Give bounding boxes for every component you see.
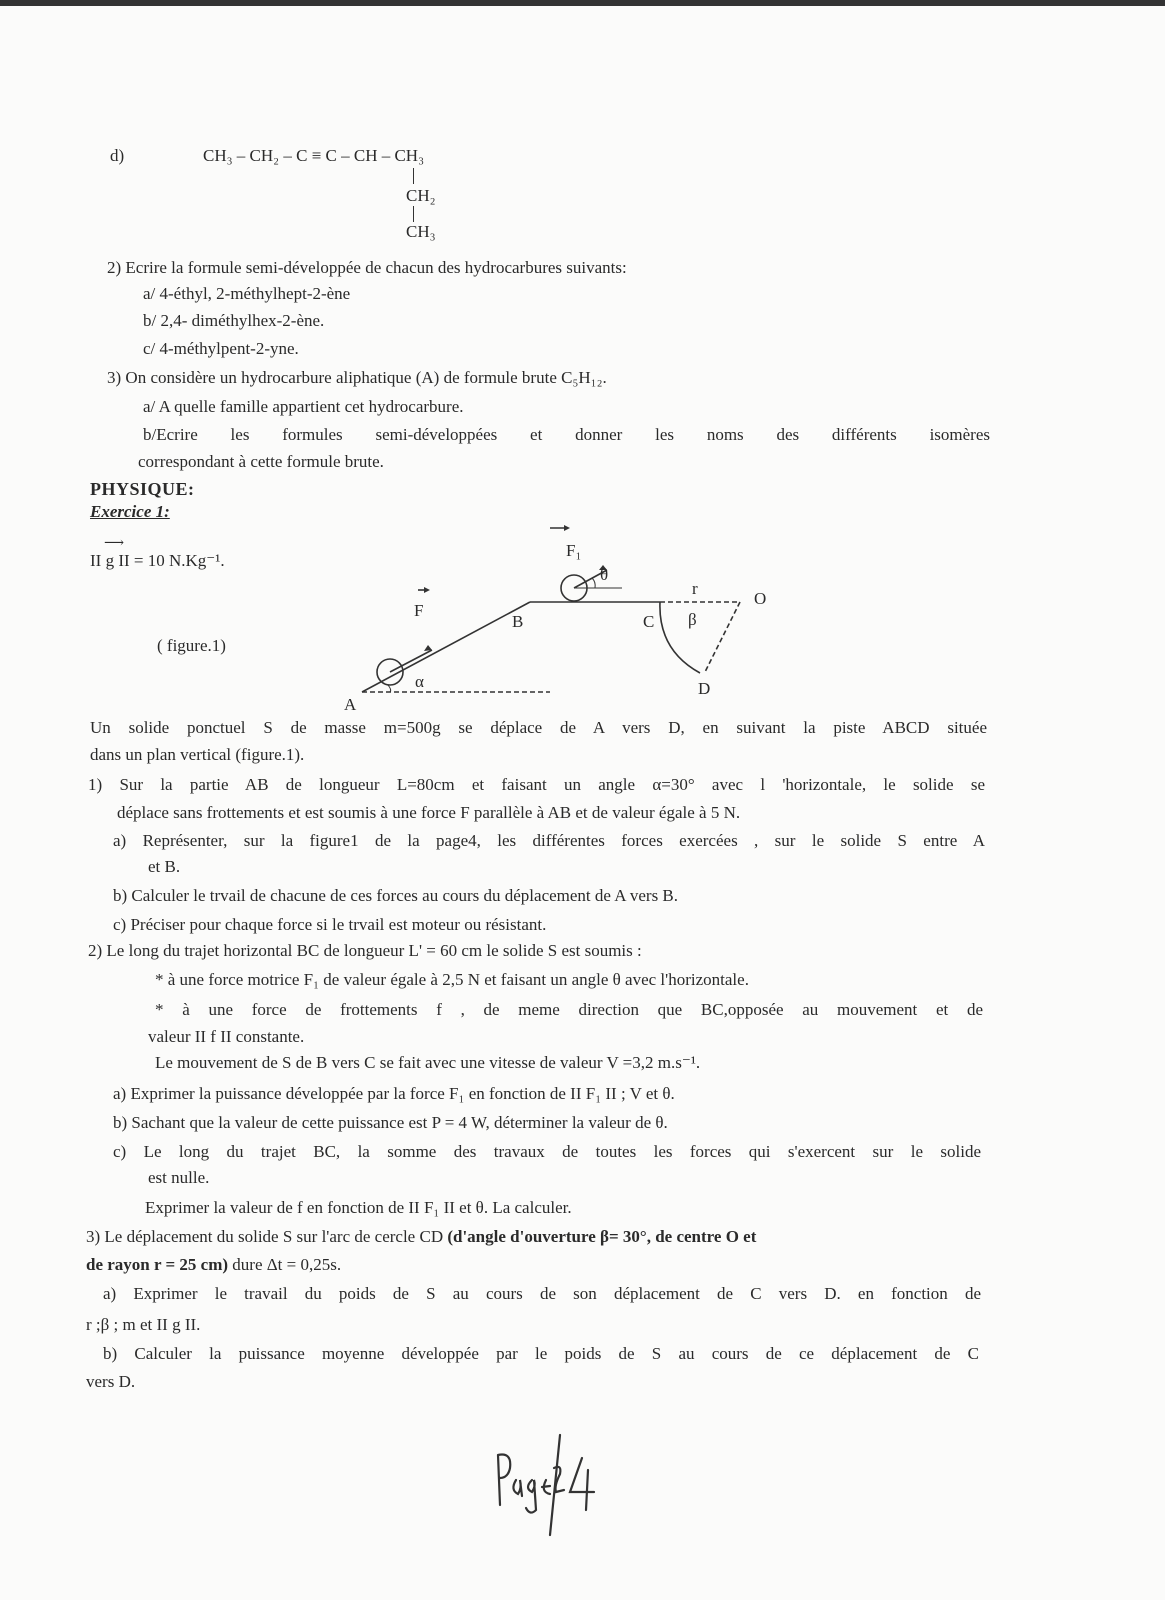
point-o-label: O [754, 589, 767, 608]
part-1b: b) Calculer le trvail de chacune de ces forces au cours du déplacement de A vers B. [113, 886, 679, 905]
part-3b-cont: vers D. [86, 1372, 136, 1391]
radius-r-label: r [692, 579, 698, 598]
bond-line [413, 168, 414, 184]
intro-line-2: dans un plan vertical (figure.1). [90, 745, 305, 764]
question-2b: b/ 2,4- diméthylhex-2-ène. [143, 311, 325, 330]
formula-branch-1: CH₂ [406, 186, 436, 205]
part-2-force-motrice: * à une force motrice F₁ de valeur égale à 2,5 N et faisant un angle θ avec l'horizontale. [155, 970, 749, 989]
point-c-label: C [643, 612, 655, 631]
part-2: 2) Le long du trajet horizontal BC de longueur L' = 60 cm le solide S est soumis : [88, 941, 642, 960]
handwritten-page-number [490, 1430, 610, 1540]
item-d-label: d) [110, 146, 125, 165]
part-2c-express: Exprimer la valeur de f en fonction de II F₁ II et θ. La calculer. [145, 1198, 572, 1217]
question-3b-cont: correspondant à cette formule brute. [138, 452, 384, 471]
angle-alpha-label: α [415, 672, 424, 691]
force-f-label: F [414, 601, 424, 620]
point-b-label: B [512, 612, 524, 631]
part-3-line-2 [86, 1255, 341, 1275]
question-3a: a/ A quelle famille appartient cet hydrocarbure. [143, 397, 464, 416]
section-title: PHYSIQUE: [90, 479, 195, 499]
scan-edge [0, 0, 1165, 6]
point-a-label: A [344, 695, 357, 710]
question-2: 2) Ecrire la formule semi-développée de chacun des hydrocarbures suivants: [107, 258, 627, 277]
force-f1-label: F₁ [566, 541, 582, 560]
question-3: 3) On considère un hydrocarbure aliphatique (A) de formule brute C₅H₁₂. [107, 368, 607, 387]
part-2b: b) Sachant que la valeur de cette puissance est P = 4 W, déterminer la valeur de θ. [113, 1113, 668, 1132]
point-d-label: D [698, 679, 711, 698]
formula-branch-2: CH₃ [406, 222, 436, 241]
part-3-radius: de rayon r = 25 cm) [86, 1255, 229, 1274]
part-3a-cont: r ;β ; m et II g II. [86, 1315, 201, 1334]
exercise-title: Exercice 1: [90, 502, 170, 521]
part-3-bold: (d'angle d'ouverture β= 30°, de centre O et [447, 1227, 757, 1246]
part-2-motion: Le mouvement de S de B vers C se fait avec une vitesse de valeur V =3,2 m.s⁻¹. [155, 1053, 701, 1072]
part-1a: a) Représenter, sur la figure1 de la page4, les différentes forces exercées , sur le solide S entre A [113, 831, 985, 850]
part-3-text: 3) Le déplacement du solide S sur l'arc de cercle CD [86, 1227, 448, 1246]
figure-caption: ( figure.1) [157, 636, 226, 655]
part-2-frottements-cont: valeur II f II constante. [148, 1027, 305, 1046]
part-1c: c) Préciser pour chaque force si le trvail est moteur ou résistant. [113, 915, 547, 934]
question-2c: c/ 4-méthylpent-2-yne. [143, 339, 299, 358]
part-3b: b) Calculer la puissance moyenne développée par le poids de S au cours de ce déplacement de C [103, 1344, 979, 1363]
part-1a-cont: et B. [148, 857, 181, 876]
part-2a: a) Exprimer la puissance développée par la force F₁ en fonction de II F₁ II ; V et θ. [113, 1084, 675, 1103]
angle-beta-label: β [688, 610, 697, 629]
bond-line [413, 206, 414, 222]
part-2c-cont: est nulle. [148, 1168, 210, 1187]
part-2-frottements: * à une force de frottements f , de meme direction que BC,opposée au mouvement et de [155, 1000, 983, 1019]
gravity-value: II g II = 10 N.Kg⁻¹. [90, 551, 225, 570]
question-2a: a/ 4-éthyl, 2-méthylhept-2-ène [143, 284, 351, 303]
part-3a: a) Exprimer le travail du poids de S au cours de son déplacement de C vers D. en fonction de [103, 1284, 981, 1303]
part-1: 1) Sur la partie AB de longueur L=80cm et faisant un angle α=30° avec l 'horizontale, le solide se [88, 775, 985, 794]
vector-arrow: ⟶ [104, 536, 125, 551]
part-3 [86, 1227, 756, 1247]
angle-theta-label: θ [600, 565, 609, 584]
figure-1-track-diagram [330, 510, 780, 710]
track-ab [362, 602, 530, 692]
formula-main: CH₃ – CH₂ – C ≡ C – CH – CH₃ [203, 146, 425, 165]
intro-line-1: Un solide ponctuel S de masse m=500g se déplace de A vers D, en suivant la piste ABCD située [90, 718, 987, 737]
question-3b: b/Ecrire les formules semi-développées et donner les noms des différents isomères [143, 425, 990, 444]
part-2c: c) Le long du trajet BC, la somme des travaux de toutes les forces qui s'exercent sur le solide [113, 1142, 981, 1161]
part-1-cont: déplace sans frottements et est soumis à une force F parallèle à AB et de valeur égale à 5 N. [117, 803, 741, 822]
radius-od [705, 602, 740, 672]
part-3-duration: dure Δt = 0,25s. [228, 1255, 342, 1274]
